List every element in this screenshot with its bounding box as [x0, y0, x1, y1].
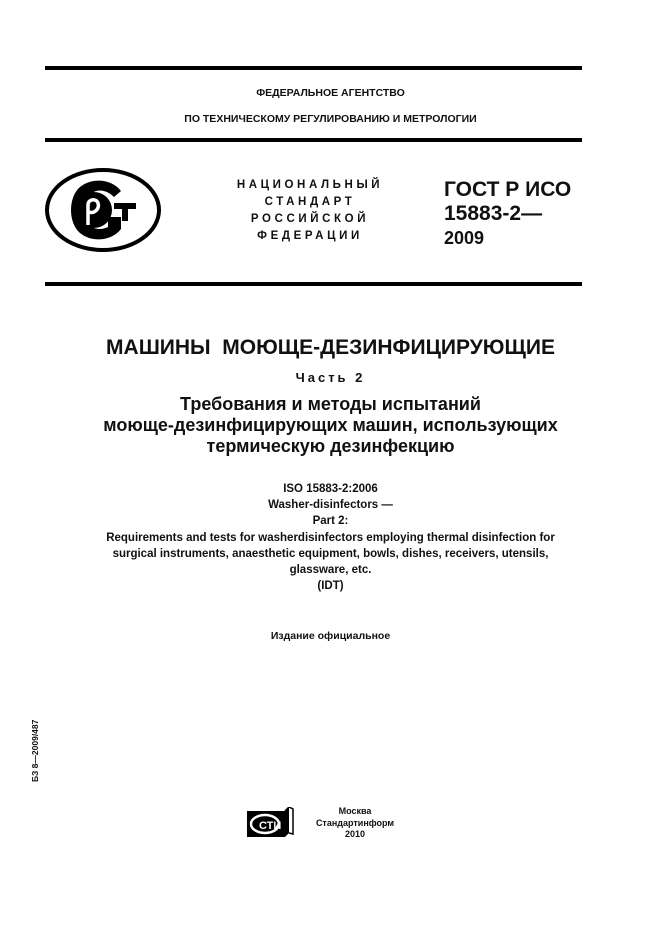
iso-equivalence: (IDT) — [317, 580, 344, 593]
iso-description-line-2: surgical instruments, anaesthetic equipment, bowls, dishes, receivers, utensils, — [112, 547, 549, 560]
rst-certification-mark-icon — [44, 167, 162, 253]
standard-designation — [444, 178, 571, 250]
edition-label: Издание официальное — [270, 630, 391, 642]
designation-line-3: 2009 — [444, 228, 485, 248]
standartinform-logo-icon — [245, 807, 295, 837]
natstd-line-1: НАЦИОНАЛЬНЫЙ — [236, 179, 384, 191]
publisher-year: 2010 — [344, 829, 366, 839]
subtitle-line-1: Требования и методы испытаний — [180, 394, 481, 414]
subtitle-line-2: моюще-дезинфицирующих машин, использующих — [103, 415, 558, 435]
header-bottom-rule — [45, 138, 582, 142]
natstd-line-4: ФЕДЕРАЦИИ — [257, 230, 363, 242]
designation-line-2: 15883-2— — [444, 202, 543, 225]
document-title: МАШИНЫ МОЮЩЕ-ДЕЗИНФИЦИРУЮЩИЕ — [106, 336, 555, 359]
agency-line-2: ПО ТЕХНИЧЕСКОМУ РЕГУЛИРОВАНИЮ И МЕТРОЛОГИИ — [184, 113, 477, 125]
natstd-line-3: РОССИЙСКОЙ — [250, 213, 370, 225]
svg-text:СТИ: СТИ — [259, 820, 282, 832]
side-code: БЗ 8—2009/487 — [30, 719, 40, 782]
publisher-block — [300, 806, 410, 841]
publisher-name: Стандартинформ — [315, 817, 395, 828]
document-subtitle — [0, 394, 661, 457]
agency-line-1: ФЕДЕРАЛЬНОЕ АГЕНТСТВО — [256, 87, 405, 99]
publisher-city: Москва — [338, 806, 372, 816]
iso-reference — [0, 481, 661, 594]
subtitle-line-3: термическую дезинфекцию — [206, 436, 455, 456]
iso-description-line-1: Requirements and tests for washerdisinfectors employing thermal disinfection for — [106, 531, 555, 544]
national-standard-label — [205, 177, 415, 245]
natstd-line-2: СТАНДАРТ — [264, 196, 356, 208]
iso-number: ISO 15883-2:2006 — [283, 483, 378, 495]
standard-block-bottom-rule — [45, 282, 582, 286]
top-rule — [45, 66, 582, 70]
designation-line-1: ГОСТ Р ИСО — [444, 178, 572, 201]
part-label: Часть 2 — [295, 370, 366, 385]
iso-description-line-3: glassware, etc. — [289, 564, 372, 577]
iso-title: Washer-disinfectors — — [268, 499, 393, 512]
iso-part: Part 2: — [312, 515, 349, 528]
